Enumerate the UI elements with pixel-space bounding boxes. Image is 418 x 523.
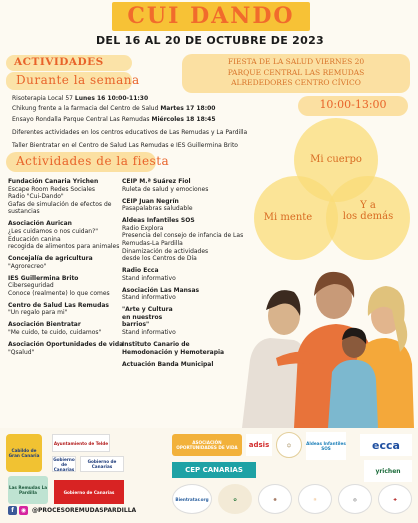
activity-group: Fundación Canaria Yrichen Escape Room Redes Sociales Radio "Cui-Dando" Gafas de simulación de efectos de sustancias <box>8 178 112 216</box>
ecca-logo: ecca <box>360 434 412 456</box>
fiesta-info-line: FIESTA DE LA SALUD VIERNES 20 <box>227 57 365 66</box>
fiesta-info-line: PARQUE CENTRAL LAS REMUDAS <box>227 67 365 77</box>
remudas-logo: Las Remudas La Pardilla <box>8 476 48 504</box>
adsis-logo: adsis <box>246 434 272 456</box>
week-item: Diferentes actividades en los centros educativos de Las Remudas y La Pardilla <box>12 129 248 136</box>
mansas-logo: ☺ <box>276 432 302 458</box>
actividades-heading: ACTIVIDADES <box>14 56 104 68</box>
bientratar-logo: Bientratar.org <box>172 484 212 514</box>
instagram-icon[interactable]: ◉ <box>20 507 27 514</box>
venn-label-others: Y a los demás <box>342 200 394 222</box>
yrichen-logo: yrichen <box>364 460 412 482</box>
fiesta-time: 10:00-13:00 <box>319 98 387 111</box>
school-logo-2: ❋ <box>258 484 292 514</box>
semana-heading: Durante la semana <box>16 73 140 87</box>
venn-label-mind: Mi mente <box>263 212 313 223</box>
gobierno-canarias-logo: Gobierno de Canarias <box>54 480 124 504</box>
activity-group: CEIP Juan Negrín Pasapalabras saludable <box>122 197 193 213</box>
activity-group: Asociación Aurican ¿Les cuidamos o nos cuidan?" Educación canina recogida de alimentos para animales <box>8 220 120 251</box>
social-handle <box>8 506 136 515</box>
venn-label-body: Mi cuerpo <box>310 154 362 165</box>
activity-group: CEIP M.ª Suárez Fiol Ruleta de salud y emociones <box>122 178 209 193</box>
fiesta-middle-column <box>122 178 244 373</box>
cep-logo: CEP CANARIAS <box>172 462 256 478</box>
school-logo-4: ◎ <box>338 484 372 514</box>
activity-group: Centro de Salud Las Remudas "Un regalo para mi" <box>8 301 109 317</box>
group-hug-illustration <box>236 240 418 428</box>
facebook-icon[interactable]: f <box>8 506 17 515</box>
activity-group: Aldeas Infantiles SOS Radio Explora Presencia del consejo de infancia de Las Remudas-La Pardilla Dinamización de actividades desde los Centros de Día <box>122 217 244 263</box>
week-item: Ensayo Rondalla Parque Central Las Remudas Miércoles 18 18:45 <box>12 116 216 123</box>
school-logo-5: ✚ <box>378 484 412 514</box>
gobierno-logo-2: Gobierno de Canarias <box>80 456 124 472</box>
telde-logo: Ayuntamiento de Telde <box>52 434 110 452</box>
event-date: DEL 16 AL 20 DE OCTUBRE DE 2023 <box>95 34 325 47</box>
page-title: CUI DANDO <box>127 3 295 29</box>
activity-group: Asociación Bientratar "Me cuido, te cuido, cuidamos" <box>8 321 102 337</box>
social-handle-text: @PROCESOREMUDASPARDILLA <box>32 507 137 514</box>
cabildo-logo: Cabildo de Gran Canaria <box>6 434 42 472</box>
week-item: Taller Bientratar en el Centro de Salud Las Remudas e IES Guillermina Brito <box>12 142 238 149</box>
activity-group: Actuación Banda Municipal <box>122 360 214 368</box>
school-logo-3: ☼ <box>298 484 332 514</box>
week-item: Risoterapia Local 57 Lunes 16 10:00-11:30 <box>12 95 149 102</box>
week-item: Chikung frente a la farmacia del Centro de Salud Martes 17 18:00 <box>12 105 216 112</box>
activity-group: Concejalía de agricultura "Agrorecreo" <box>8 255 93 270</box>
fiesta-info <box>186 57 406 89</box>
activity-group: IES Guillermina Brito Ciberseguridad Conoce (realmente) lo que comes <box>8 274 110 297</box>
activity-group: Asociación Oportunidades de vida "Qsalud" <box>8 341 124 356</box>
activity-group: Asociación Las Mansas Stand informativo <box>122 286 200 302</box>
gobierno-logo: Gobierno de Canarias <box>53 456 75 472</box>
fiesta-heading: Actividades de la fiesta <box>16 154 170 168</box>
activity-group: Radio Ecca Stand informativo <box>122 267 176 282</box>
activity-group: "Arte y Cultura en nuestros barrios" Stand informativo <box>122 306 176 337</box>
activity-group: Instituto Canario de Hemodonación y Hemoterapia <box>122 341 225 356</box>
fiesta-left-column <box>8 178 126 361</box>
aldeas-logo: Aldeas Infantiles SOS <box>306 432 346 460</box>
school-logo-1: ✿ <box>218 484 252 514</box>
fiesta-info-line: ALREDEDORES CENTRO CÍVICO <box>231 78 361 87</box>
oportunidades-logo: ASOCIACIÓN OPORTUNIDADES DE VIDA <box>172 434 242 456</box>
